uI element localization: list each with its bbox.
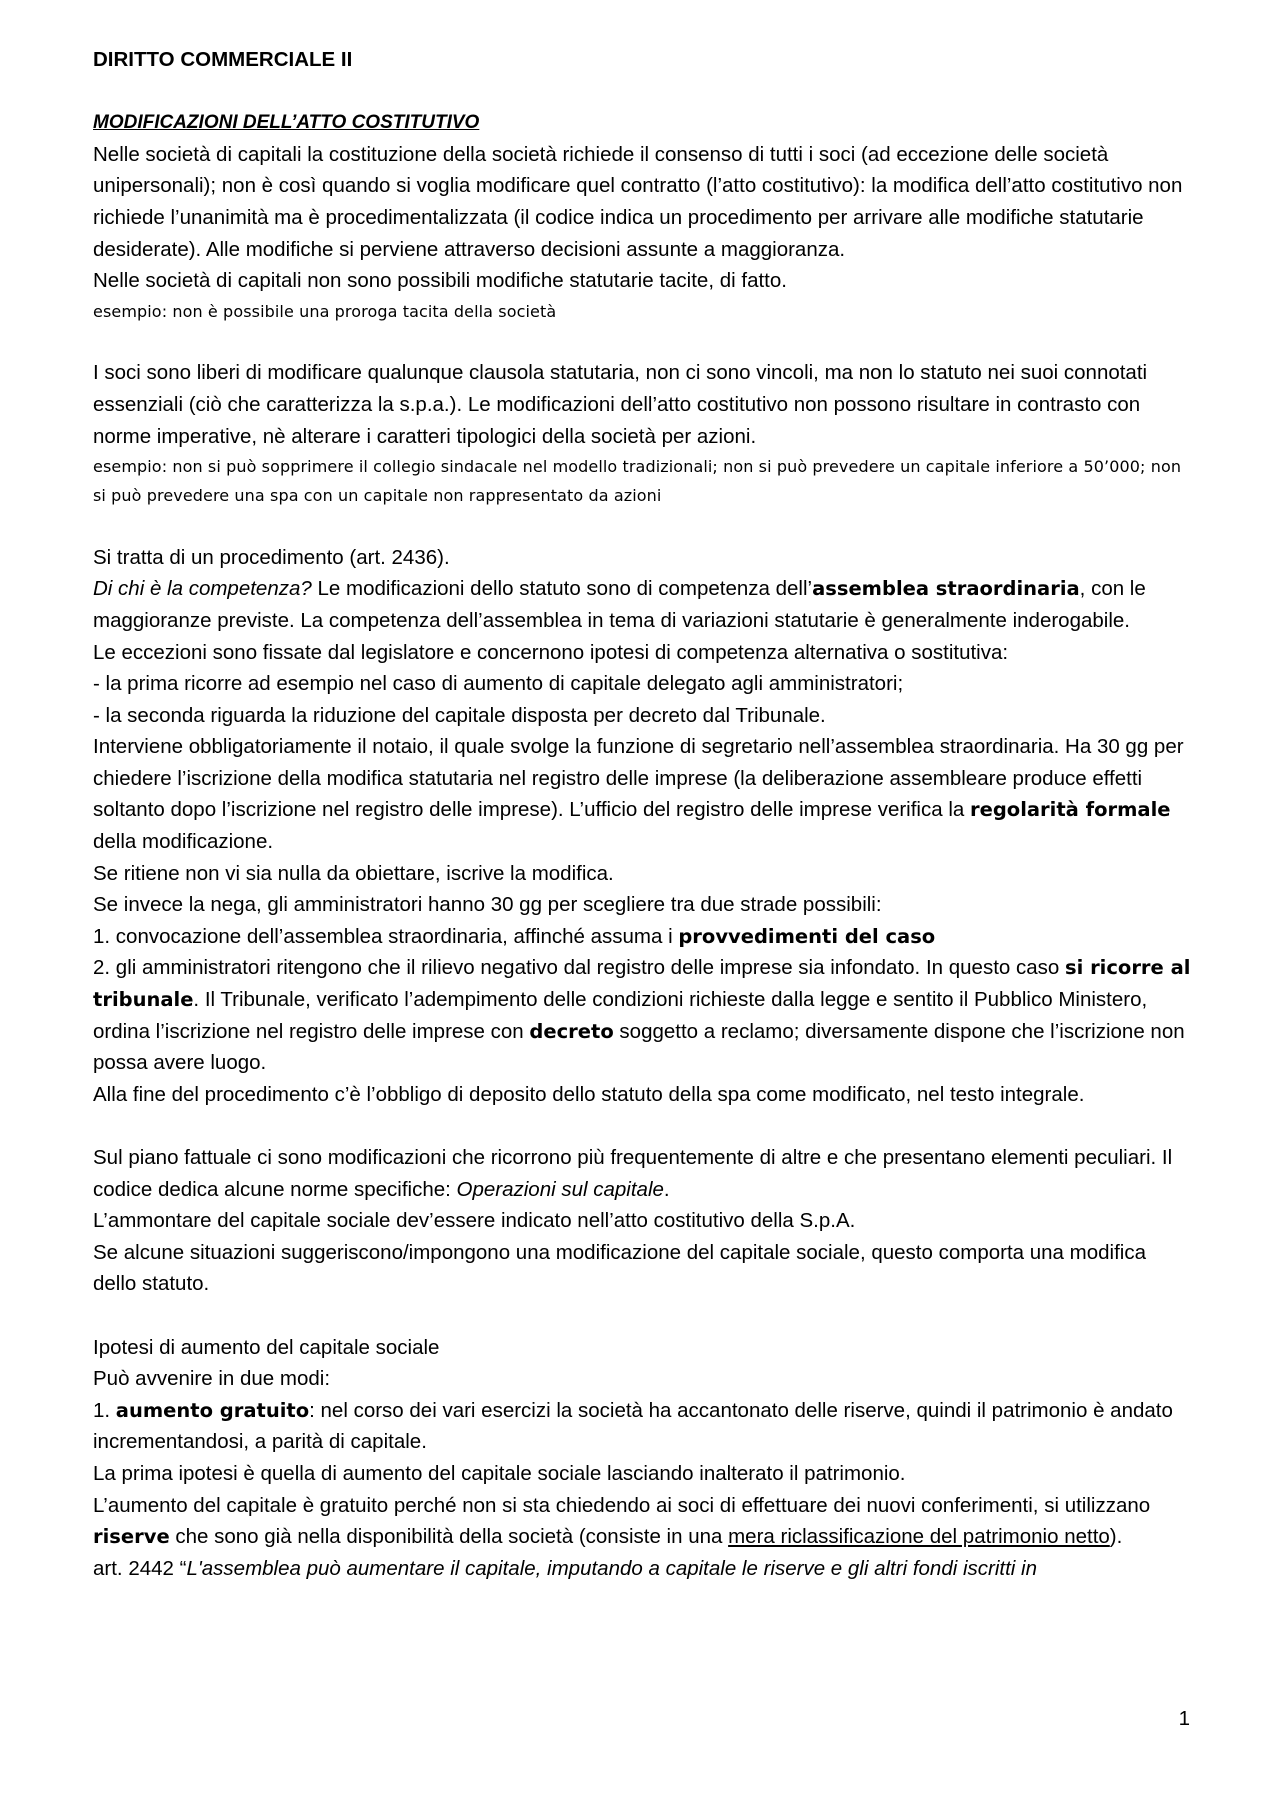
- competence-bold: assemblea straordinaria: [812, 577, 1080, 601]
- free-increase-number: 1.: [93, 1398, 116, 1422]
- section-heading: MODIFICAZIONI DELL’ATTO COSTITUTIVO: [93, 112, 480, 134]
- paragraph-free-explanation: [93, 1490, 1193, 1553]
- factual-italic: Operazioni sul capitale: [456, 1177, 664, 1201]
- spacer: [93, 1110, 1193, 1142]
- factual-text-c: .: [663, 1177, 670, 1201]
- free-text-c: che sono già nella disponibilità della società (consiste in una: [169, 1525, 729, 1549]
- list-item-second: - la seconda riguarda la riduzione del capitale disposta per decreto dal Tribunale.: [93, 703, 826, 727]
- option-2-text-c: . Il Tribunale, verificato l’adempimento delle condizioni richieste dalla legge e sentito il Pubblico Ministero, ordina l’iscrizione nel registro delle imprese con: [93, 988, 1148, 1043]
- notary-bold: regolarità formale: [970, 798, 1171, 822]
- free-text-a: L’aumento del capitale è gratuito perché non si sta chiedendo ai soci di effettuare dei nuovi conferimenti, si utilizzano: [93, 1493, 1151, 1517]
- paragraph-intro: Nelle società di capitali la costituzione della società richiede il consenso di tutti i soci (ad eccezione delle società unipersonali); non è così quando si voglia modificare quel contratto (l’atto costitutivo): la modifica dell’atto costitutivo non richiede l’unanimità ma è procedimentalizzata (il codice indica un procedimento per arrivare alle modifiche statutarie desiderate). Alle modifiche si perviene attraverso decisioni assunte a maggioranza.: [93, 142, 1183, 261]
- competence-question: Di chi è la competenza?: [93, 577, 312, 601]
- document-page: [93, 44, 1193, 1584]
- free-increase-bold: aumento gratuito: [115, 1398, 310, 1422]
- article-quote: L'assemblea può aumentare il capitale, imputando a capitale le riserve e gli altri fondi iscritti in: [186, 1556, 1038, 1580]
- spacer: [93, 76, 1193, 108]
- spacer: [93, 1300, 1193, 1332]
- spacer: [93, 326, 1193, 358]
- notary-text-a: Interviene obbligatoriamente il notaio, il quale svolge la funzione di segretario nell’assemblea straordinaria. Ha 30 gg per chiedere l’iscrizione della modifica statutaria nel registro delle imprese (la deliberazione assembleare produce effetti soltanto dopo l’iscrizione nel registro delle imprese). L’ufficio del registro delle imprese verifica la: [93, 735, 1184, 822]
- page-number: 1: [1178, 1707, 1190, 1730]
- paragraph-factual: [93, 1142, 1193, 1205]
- paragraph-no-tacit: Nelle società di capitali non sono possibili modifiche statutarie tacite, di fatto.: [93, 269, 787, 293]
- list-item-free-increase: [93, 1395, 1193, 1458]
- paragraph-article-2442: [93, 1553, 1193, 1585]
- article-ref: art. 2442 “: [93, 1556, 187, 1580]
- free-underlined: mera riclassificazione del patrimonio netto: [728, 1525, 1110, 1549]
- paragraph-procedure: Si tratta di un procedimento (art. 2436).: [93, 545, 450, 569]
- example-limits: esempio: non si può sopprimere il collegio sindacale nel modello tradizionali; non si può prevedere un capitale inferiore a 50’000; non si può prevedere una spa con un capitale non rappresentato da azioni: [93, 457, 1182, 506]
- paragraph-modification: Se alcune situazioni suggeriscono/impongono una modificazione del capitale sociale, questo comporta una modifica dello statuto.: [93, 1240, 1146, 1296]
- document-title: DIRITTO COMMERCIALE II: [93, 48, 353, 71]
- paragraph-register-ok: Se ritiene non vi sia nulla da obiettare, iscrive la modifica.: [93, 861, 614, 885]
- example-proroga: esempio: non è possibile una proroga tacita della società: [93, 301, 557, 321]
- list-item-first: - la prima ricorre ad esempio nel caso di aumento di capitale delegato agli amministratori;: [93, 672, 904, 696]
- option-2-text-a: 2. gli amministratori ritengono che il rilievo negativo dal registro delle imprese sia infondato. In questo caso: [93, 956, 1065, 980]
- competence-text-c: , con le maggioranze previste. La competenza dell’assemblea in tema di variazioni statutarie è generalmente inderogabile.: [93, 577, 1146, 632]
- spacer: [93, 510, 1193, 542]
- option-1-bold: provvedimenti del caso: [678, 924, 936, 948]
- paragraph-two-ways: Può avvenire in due modi:: [93, 1367, 331, 1391]
- competence-text-a: Le modificazioni dello statuto sono di competenza dell’: [311, 577, 813, 601]
- paragraph-first-hypothesis: La prima ipotesi è quella di aumento del capitale sociale lasciando inalterato il patrimonio.: [93, 1461, 906, 1485]
- paragraph-deposit: Alla fine del procedimento c’è l’obbligo di deposito dello statuto della spa come modificato, nel testo integrale.: [93, 1082, 1085, 1106]
- paragraph-amount: L’ammontare del capitale sociale dev’essere indicato nell’atto costitutivo della S.p.A.: [93, 1209, 856, 1233]
- paragraph-register-denied: Se invece la nega, gli amministratori hanno 30 gg per scegliere tra due strade possibili:: [93, 893, 882, 917]
- paragraph-liberty: I soci sono liberi di modificare qualunque clausola statutaria, non ci sono vincoli, ma non lo statuto nei suoi connotati essenziali (ciò che caratterizza la s.p.a.). Le modificazioni dell’atto costitutivo non possono risultare in contrasto con norme imperative, nè alterare i caratteri tipologici della società per azioni.: [93, 361, 1148, 448]
- list-item-option-2: [93, 952, 1193, 1078]
- notary-text-c: della modificazione.: [93, 830, 274, 854]
- list-item-option-1: [93, 921, 1193, 953]
- paragraph-hypothesis: Ipotesi di aumento del capitale sociale: [93, 1335, 440, 1359]
- option-2-text-e: soggetto a reclamo; diversamente dispone che l’iscrizione non possa avere luogo.: [93, 1019, 1185, 1075]
- free-bold-reserves: riserve: [93, 1525, 170, 1549]
- paragraph-exceptions: Le eccezioni sono fissate dal legislatore e concernono ipotesi di competenza alternativa o sostitutiva:: [93, 640, 1009, 664]
- free-increase-text: : nel corso dei vari esercizi la società ha accantonato delle riserve, quindi il patrimonio è andato incrementandosi, a parità di capitale.: [93, 1398, 1173, 1454]
- paragraph-competence: [93, 573, 1193, 636]
- option-2-bold-d: decreto: [529, 1019, 614, 1043]
- paragraph-notary: [93, 731, 1193, 857]
- option-1-text: 1. convocazione dell’assemblea straordinaria, affinché assuma i: [93, 924, 679, 948]
- factual-text-a: Sul piano fattuale ci sono modificazioni che ricorrono più frequentemente di altre e che presentano elementi peculiari. Il codice dedica alcune norme specifiche:: [93, 1146, 1173, 1201]
- free-text-e: ).: [1109, 1525, 1123, 1549]
- option-2-bold-a: si ricorre al tribunale: [93, 956, 1191, 1012]
